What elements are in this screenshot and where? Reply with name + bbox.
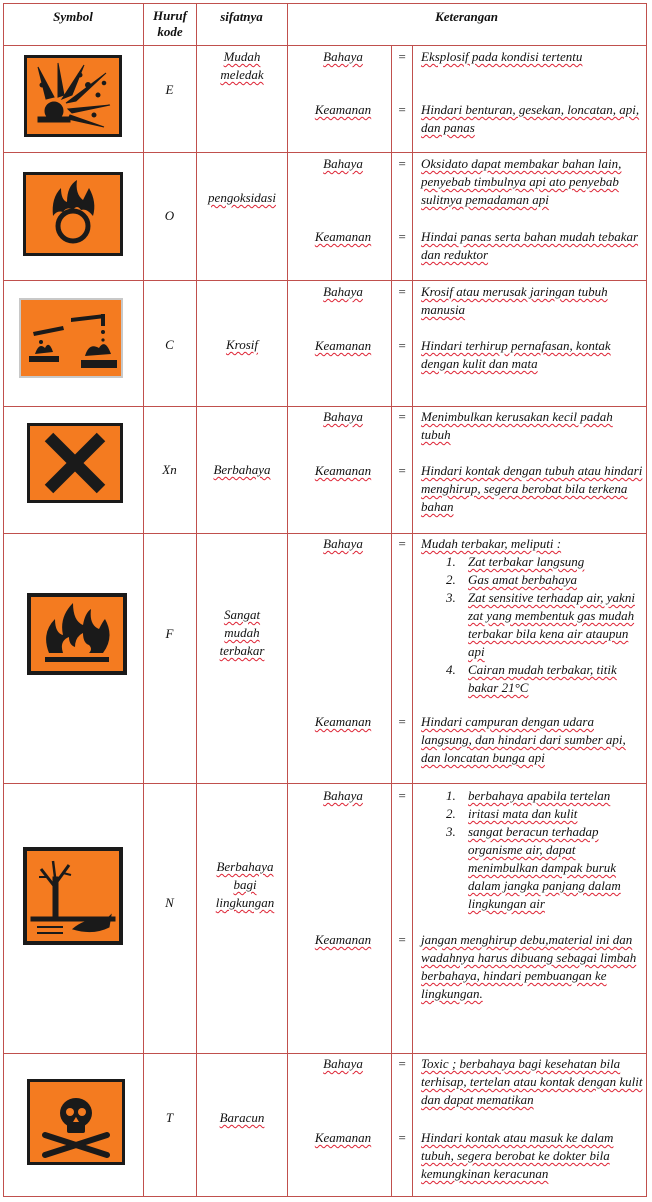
label-safety: Keamanan	[314, 1130, 372, 1145]
header-code: Huruf kode	[153, 8, 187, 39]
danger-list	[446, 553, 642, 697]
danger-text: Krosif atau merusak jaringan tubuh manusia	[421, 284, 608, 317]
label-safety: Keamanan	[314, 714, 372, 729]
list-item: 2. iritasi mata dan kulit	[446, 806, 578, 821]
danger-text: Mudah terbakar, meliputi :	[421, 536, 562, 551]
equals-sign: =	[397, 49, 407, 64]
equals-sign: =	[397, 102, 407, 117]
equals-sign: =	[397, 932, 407, 947]
equals-sign: =	[397, 1130, 407, 1145]
property-Xn: Berbahaya	[213, 462, 271, 477]
safety-text: Hindai panas serta bahan mudah tebakar dan reduktor	[421, 229, 639, 262]
code-E: E	[165, 82, 174, 97]
corrosive-icon	[19, 298, 123, 378]
equals-sign: =	[397, 284, 407, 299]
label-safety: Keamanan	[314, 229, 372, 244]
property-F: Sangat mudah terbakar	[219, 607, 265, 658]
label-danger: Bahaya	[323, 284, 363, 299]
property-E: Mudah meledak	[220, 49, 264, 82]
label-danger: Bahaya	[323, 49, 363, 64]
code-T: T	[165, 1110, 174, 1125]
safety-text: Hindari kontak dengan tubuh atau hindari menghirup, segera berobat bila terkena bahan	[421, 463, 643, 514]
equals-sign: =	[397, 338, 407, 353]
property-N: Berbahaya bagi lingkungan	[215, 859, 275, 910]
list-item: 3. sangat beracun terhadap organisme air, dapat menimbulkan dampak buruk dalam jangka panjang dalam lingkungan air	[446, 824, 621, 911]
label-safety: Keamanan	[314, 338, 372, 353]
safety-text: jangan menghirup debu,material ini dan wadahnya harus dibuang sebagai limbah berbahaya, hindari pembuangan ke lingkungan.	[421, 932, 637, 1001]
code-Xn: Xn	[162, 462, 177, 477]
danger-text: Oksidato dapat membakar bahan lain, penyebab timbulnya api ato penyebab sulitnya pemadaman api	[421, 156, 622, 207]
safety-text: Hindari terhirup pernafasan, kontak dengan kulit dan mata	[421, 338, 611, 371]
label-danger: Bahaya	[323, 788, 363, 803]
list-item: 3. Zat sensitive terhadap air, yakni zat yang membentuk gas mudah terbakar bila kena air ataupun api	[446, 590, 635, 659]
danger-list	[446, 787, 642, 913]
label-safety: Keamanan	[314, 102, 372, 117]
list-item: 4. Cairan mudah terbakar, titik bakar 21°C	[446, 662, 617, 695]
header-description: Keterangan	[435, 9, 498, 24]
list-item: 2. Gas amat berbahaya	[446, 572, 578, 587]
header-symbol: Symbol	[53, 9, 93, 24]
equals-sign: =	[397, 788, 407, 803]
safety-text: Hindari kontak atau masuk ke dalam tubuh, segera berobat ke dokter bila kemungkinan keracunan	[421, 1130, 614, 1181]
safety-text: Hindari benturan, gesekan, loncatan, api, dan panas	[421, 102, 640, 135]
equals-sign: =	[397, 156, 407, 171]
hazard-symbol-table	[3, 3, 647, 1197]
danger-text: Toxic ; berbahaya bagi kesehatan bila terhisap, tertelan atau kontak dengan kulit dan dapat mematikan	[421, 1056, 643, 1107]
property-T: Baracun	[219, 1110, 265, 1125]
code-N: N	[165, 895, 174, 910]
code-F: F	[165, 626, 174, 641]
label-danger: Bahaya	[323, 409, 363, 424]
label-danger: Bahaya	[323, 1056, 363, 1071]
equals-sign: =	[397, 1056, 407, 1071]
environment-icon	[23, 847, 123, 945]
danger-text: Menimbulkan kerusakan kecil padah tubuh	[421, 409, 613, 442]
danger-text: Eksplosif pada kondisi tertentu	[421, 49, 583, 64]
label-safety: Keamanan	[314, 932, 372, 947]
equals-sign: =	[397, 463, 407, 478]
code-O: O	[164, 208, 175, 223]
explosive-icon	[24, 55, 122, 137]
flammable-icon	[27, 593, 127, 675]
property-C: Krosif	[225, 337, 259, 352]
oxidizing-icon	[23, 172, 123, 256]
label-safety: Keamanan	[314, 463, 372, 478]
toxic-icon	[27, 1079, 125, 1165]
safety-text: Hindari campuran dengan udara langsung, dan hindari dari sumber api, dan loncatan bunga api	[421, 714, 626, 765]
list-item: 1. Zat terbakar langsung	[446, 554, 585, 569]
label-danger: Bahaya	[323, 536, 363, 551]
header-property: sifatnya	[220, 9, 263, 24]
list-item: 1. berbahaya apabila tertelan	[446, 788, 611, 803]
equals-sign: =	[397, 409, 407, 424]
label-danger: Bahaya	[323, 156, 363, 171]
equals-sign: =	[397, 229, 407, 244]
equals-sign: =	[397, 714, 407, 729]
code-C: C	[165, 337, 174, 352]
property-O: pengoksidasi	[208, 190, 276, 205]
harmful-icon	[27, 423, 123, 503]
equals-sign: =	[397, 536, 407, 551]
